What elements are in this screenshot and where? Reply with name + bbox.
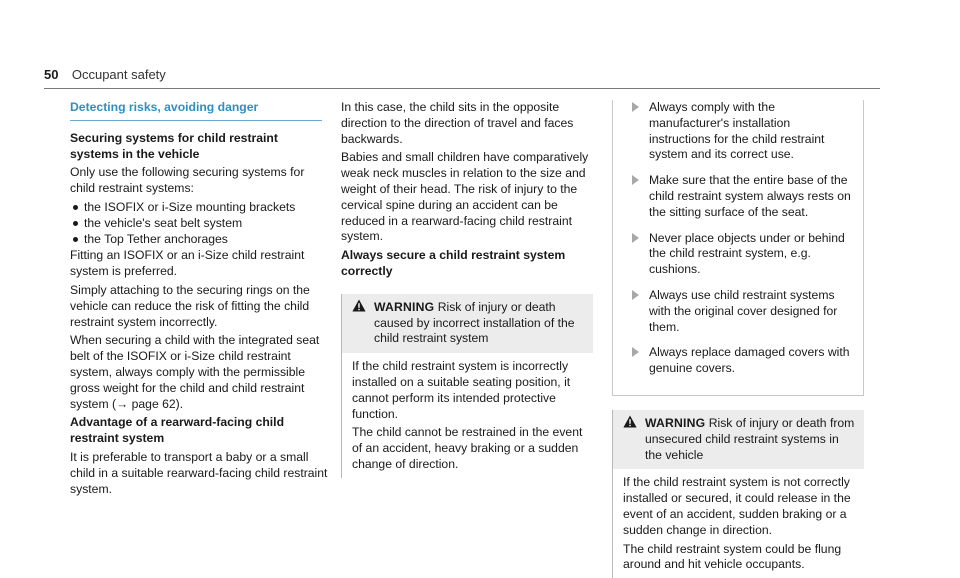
subheading-rearward-facing: Advantage of a rearward-facing child restraint system (70, 415, 285, 446)
paragraph: If the child restraint system is incorrectly installed on a suitable seating position, it cannot perform its intended protective function. (352, 359, 571, 421)
section-heading: Detecting risks, avoiding danger (70, 100, 259, 114)
arrow-right-icon (632, 233, 639, 243)
subheading-securing-systems: Securing systems for child restraint systems in the vehicle (70, 130, 278, 161)
arrow-right-icon (632, 347, 639, 357)
paragraph: Simply attaching to the securing rings on the vehicle can reduce the risk of fitting the child restraint system incorrectly. (70, 282, 310, 329)
paragraph: Babies and small children have comparatively weak neck muscles in relation to the size and weight of their head. The risk of injury to the cervical spine during an accident can be reduced in a rearward-facing child restraint system. (341, 150, 589, 244)
paragraph: Fitting an ISOFIX or an i-Size child restraint system is preferred. (70, 248, 305, 279)
subheading-secure-correctly: Always secure a child restraint system correctly (341, 248, 566, 278)
paragraph: Only use the following securing systems for child restraint systems: (70, 165, 305, 196)
instruction-item: Make sure that the entire base of the child restraint system always rests on the sitting surface of the seat. (623, 173, 855, 220)
paragraph: In this case, the child sits in the opposite direction to the direction of travel and faces backwards. (341, 100, 574, 146)
column-2 (341, 100, 593, 478)
warning-heading: Risk of injury or death from unsecured child restraint systems in the vehicle (645, 415, 855, 462)
header-divider (44, 88, 880, 89)
column-3 (612, 100, 864, 578)
warning-header (613, 410, 864, 469)
warning-heading: Risk of injury or death caused by incorrect installation of the child restraint system (374, 299, 575, 346)
warning-triangle-icon (352, 299, 366, 317)
paragraph: If the child restraint system is not correctly installed or secured, it could release in the event of an accident, sudden braking or a sudden change in direction. (623, 475, 851, 537)
securing-systems-list (70, 200, 330, 247)
list-item: the ISOFIX or i-Size mounting brackets (70, 200, 330, 216)
arrow-right-icon (632, 290, 639, 300)
column-1 (70, 100, 330, 500)
warning-box (341, 294, 593, 478)
list-item: the vehicle's seat belt system (70, 216, 330, 232)
paragraph: When securing a child with the integrated seat belt of the ISOFIX or i-Size child restraint system, always comply with the permissible gross weight for the child and child restraint system (→ page 62). (70, 333, 320, 411)
warning-body (342, 353, 593, 478)
warning-box (612, 410, 864, 578)
warning-body (613, 469, 864, 578)
instruction-item: Never place objects under or behind the child restraint system, e.g. cushions. (623, 231, 855, 278)
paragraph: The child cannot be restrained in the event of an accident, heavy braking or a sudden change of direction. (352, 425, 583, 471)
warning-label: WARNING (374, 299, 435, 314)
arrow-right-icon (632, 175, 639, 185)
instruction-item: Always replace damaged covers with genuine covers. (623, 345, 855, 377)
instruction-box (612, 100, 864, 396)
instruction-item: Always comply with the manufacturer's installation instructions for the child restraint system and its correct use. (623, 100, 855, 163)
page-header (44, 67, 166, 84)
warning-header (342, 294, 593, 353)
arrow-right-icon (632, 102, 639, 112)
heading-divider (70, 120, 322, 121)
instruction-item: Always use child restraint systems with the original cover designed for them. (623, 288, 855, 335)
instruction-list (623, 100, 855, 377)
list-item: the Top Tether anchorages (70, 232, 330, 248)
warning-label: WARNING (645, 415, 706, 430)
paragraph: It is preferable to transport a baby or a small child in a suitable rearward-facing child restraint system. (70, 449, 328, 496)
paragraph: The child restraint system could be flung around and hit vehicle occupants. (623, 541, 842, 572)
page-number: 50 (44, 67, 59, 82)
warning-triangle-icon (623, 415, 637, 433)
section-title: Occupant safety (71, 67, 166, 82)
